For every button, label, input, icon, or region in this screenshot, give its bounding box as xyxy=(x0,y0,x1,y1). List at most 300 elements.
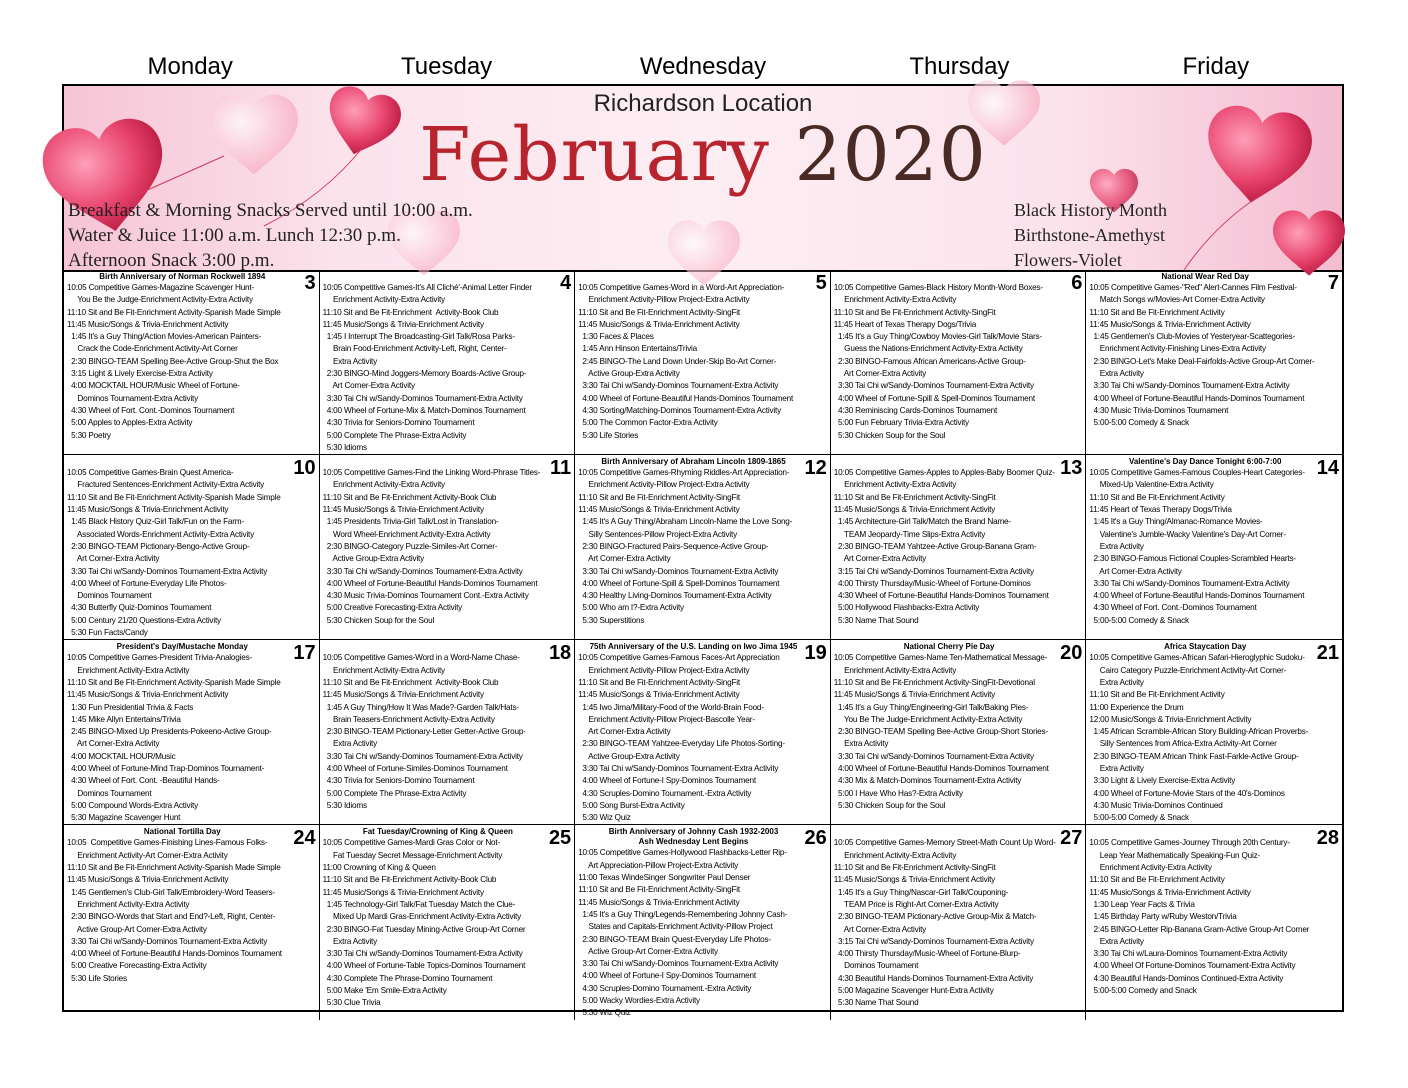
activity-item: 11:45 Music/Songs & Trivia-Enrichment Activity xyxy=(578,505,740,515)
activity-item: 11:45 Music/Songs & Trivia-Enrichment Activity xyxy=(67,690,229,700)
activity-item: 11:10 Sit and Be Fit-Enrichment Activity-Book Club xyxy=(322,875,497,885)
activity-item: 4:30 Mix & Match-Dominos Tournament-Extra Activity xyxy=(833,776,1022,786)
activity-item: 3:30 Tai Chi w/Sandy-Dominos Tournament-Extra Activity xyxy=(322,949,523,959)
activity-item: Extra Activity xyxy=(833,739,889,749)
day-cell xyxy=(64,455,320,640)
activity-item: Enrichment Activity-Art Corner-Extra Activity xyxy=(67,850,228,860)
activity-item: 2:45 BINGO-Mixed Up Presidents-Pokeeno-Active Group- xyxy=(67,727,272,737)
activity-item: 10:05 Competitive Games-Apples to Apples-Baby Boomer Quiz- xyxy=(833,468,1055,478)
month-banner xyxy=(64,86,1342,272)
activity-item: 5:00-5:00 Comedy and Snack xyxy=(1089,986,1197,996)
activity-item: 11:45 Music/Songs & Trivia-Enrichment Activity xyxy=(322,505,484,515)
activity-item: 4:30 Beautiful Hands-Dominos Tournament-Extra Activity xyxy=(833,973,1034,983)
activity-item: Crack the Code-Enrichment Activity-Art Corner xyxy=(67,344,238,354)
day-cell xyxy=(64,270,320,455)
activity-item: 5:00 Compound Words-Extra Activity xyxy=(67,800,198,810)
day-number: 17 xyxy=(293,642,316,665)
activity-item: 3:30 Tai Chi w/Sandy-Dominos Tournament-Extra Activity xyxy=(1089,381,1290,391)
activity-list xyxy=(831,652,1086,812)
activity-item: Active Group-Art Corner-Extra Activity xyxy=(67,924,207,934)
day-cell xyxy=(575,825,831,1019)
activity-item: 11:45 Music/Songs & Trivia-Enrichment Activity xyxy=(67,505,229,515)
weekday-header xyxy=(62,50,1344,84)
activity-item: 11:45 Music/Songs & Trivia-Enrichment Activity xyxy=(578,319,740,329)
activity-item: 11:10 Sit and Be Fit-Enrichment Activity xyxy=(1089,875,1225,885)
day-observance xyxy=(320,640,575,652)
activity-item: Art Corner-Extra Activity xyxy=(833,924,927,934)
day-cell xyxy=(575,270,831,455)
activity-item: Enrichment Activity-Extra Activity xyxy=(1089,863,1212,873)
activity-item: Match Songs w/Movies-Art Corner-Extra Activity xyxy=(1089,295,1265,305)
activity-item: 4:30 Butterfly Quiz-Dominos Tournament xyxy=(67,603,212,613)
activity-item: 11:10 Sit and Be Fit-Enrichment Activity-SingFit xyxy=(578,677,740,687)
activity-item: 5:00 Who am I?-Extra Activity xyxy=(578,603,684,613)
activity-item: 5:30 Idioms xyxy=(322,442,367,452)
activity-item: Enrichment Activity-Extra Activity xyxy=(833,480,957,490)
activity-item: 4:00 Wheel of Fortune-Spill & Spell-Dominos Tournament xyxy=(578,578,780,588)
activity-item: 4:00 Wheel of Fortune-Beautiful Hands-Dominos Tournament xyxy=(67,949,282,959)
activity-item: 3:30 Tai Chi w/Sandy-Dominos Tournament-Extra Activity xyxy=(578,763,779,773)
activity-item: 5:30 Chicken Soup for the Soul xyxy=(833,430,946,440)
activity-item: 5:30 Idioms xyxy=(322,800,367,810)
activity-item: 5:30 Name That Sound xyxy=(833,998,919,1008)
activity-item: 11:45 Music/Songs & Trivia-Enrichment Activity xyxy=(67,319,229,329)
activity-item: 5:30 Name That Sound xyxy=(833,615,919,625)
activity-item: 1:45 Technology-Girl Talk/Fat Tuesday Match the Clue- xyxy=(322,899,516,909)
activity-item: 2:30 BINGO-Fractured Pairs-Sequence-Active Group- xyxy=(578,541,769,551)
activity-item: Cairo Category Puzzle-Enrichment Activity-Art Corner- xyxy=(1089,665,1287,675)
month-title xyxy=(64,112,1342,198)
activity-item: 11:00 Texas WindeSinger Songwriter Paul Denser xyxy=(578,873,751,883)
day-number: 28 xyxy=(1316,827,1339,850)
activity-item: 1:45 Gentlemen's Club-Movies of Yesteryear-Scattegories- xyxy=(1089,332,1296,342)
activity-item: 11:10 Sit and Be Fit-Enrichment Activity-SingFit xyxy=(578,307,740,317)
activity-item: 10:05 Competitive Games-African Safari-Hieroglyphic Sudoku- xyxy=(1089,653,1305,663)
activity-item: 4:30 Wheel of Fort. Cont.-Dominos Tournament xyxy=(67,405,235,415)
activity-item: Silly Sentences from Africa-Extra Activity-Art Corner xyxy=(1089,739,1277,749)
activity-item: 10:05 Competitive Games-Famous Faces-Art Appreciation xyxy=(578,653,780,663)
activity-item: Dominos Tournament xyxy=(67,788,152,798)
activity-item: 10:05 Competitive Games-Name Ten-Mathematical Message- xyxy=(833,653,1048,663)
day-observance: President's Day/Mustache Monday xyxy=(116,642,248,652)
activity-item: You Be the Judge-Enrichment Activity-Extra Activity xyxy=(67,295,253,305)
activity-item: 4:00 Wheel of Fortune-Beautiful Hands-Dominos Tournament xyxy=(1089,393,1305,403)
month-name: February xyxy=(419,112,770,198)
activity-list xyxy=(320,652,575,812)
activity-item: 2:30 BINGO-Famous African Americans-Active Group- xyxy=(833,356,1026,366)
activity-item: 5:00 Magazine Scavenger Hunt-Extra Activity xyxy=(833,986,994,996)
activity-item: 10:05 Competitive Games-Magazine Scavenger Hunt- xyxy=(67,283,254,292)
day-cell xyxy=(831,455,1087,640)
day-observance xyxy=(575,270,830,282)
activity-item: 4:30 Music Trivia-Dominos Tournament xyxy=(1089,405,1229,415)
activity-item: 4:30 Beautiful Hands-Dominos Continued-Extra Activity xyxy=(1089,973,1284,983)
activity-item: Leap Year Mathematically Speaking-Fun Quiz- xyxy=(1089,850,1261,860)
activity-item: Enrichment Activity-Extra Activity xyxy=(67,899,190,909)
activity-item: Art Corner-Extra Activity xyxy=(1089,566,1182,576)
activity-item: 11:10 Sit and Be Fit-Enrichment Activity-Spanish Made Simple xyxy=(67,677,281,687)
activity-item: 4:00 Wheel of Fortune-Beautiful Hands-Dominos Tournament xyxy=(1089,591,1305,601)
day-cell xyxy=(1086,825,1342,1019)
day-observance: Fat Tuesday/Crowning of King & Queen xyxy=(362,827,513,837)
fact-line: Birthstone-Amethyst xyxy=(1014,225,1165,245)
day-number: 24 xyxy=(293,827,316,850)
activity-item: Enrichment Activity-Extra Activity xyxy=(833,850,957,860)
activity-item: 11:45 Music/Songs & Trivia-Enrichment Activity xyxy=(578,897,740,907)
activity-item: 4:00 Wheel of Fortune-Spill & Spell-Dominos Tournament xyxy=(833,393,1035,403)
activity-item: 10:05 Competitive Games-Hollywood Flashbacks-Letter Rip- xyxy=(578,848,787,858)
day-cell xyxy=(320,825,576,1019)
day-observance xyxy=(831,825,1086,837)
activity-item: 1:45 It's a Guy Thing/Legends-Remembering Johnny Cash- xyxy=(578,909,788,919)
activity-item: 2:30 BINGO-TEAM African Think Fast-Farkle-Active Group- xyxy=(1089,751,1299,761)
activity-item: 2:30 BINGO-TEAM Yahtzee-Active Group-Banana Gram- xyxy=(833,541,1037,551)
activity-list xyxy=(575,282,830,442)
day-cell xyxy=(831,640,1087,825)
activity-item: Enrichment Activity-Pillow Project-Extra Activity xyxy=(578,295,750,305)
activity-item: 5:00 Creative Forecasting-Extra Activity xyxy=(67,961,207,971)
fact-line: Flowers-Violet xyxy=(1014,250,1122,270)
activity-item: Fractured Sentences-Enrichment Activity-Extra Activity xyxy=(67,480,265,490)
activity-item: 11:10 Sit and Be Fit-Enrichment Activity-Spanish Made Simple xyxy=(67,863,281,873)
activity-item: Dominos Tournament xyxy=(833,961,919,971)
day-number: 12 xyxy=(804,457,827,480)
activity-item: 2:30 BINGO-TEAM Spelling Bee-Active Group-Shut the Box xyxy=(67,356,279,366)
activity-item: 1:45 Black History Quiz-Girl Talk/Fun on the Farm- xyxy=(67,517,244,527)
day-number: 11 xyxy=(550,457,572,480)
activity-item: Fat Tuesday Secret Message-Enrichment Activity xyxy=(322,850,503,860)
day-observance xyxy=(64,455,319,467)
activity-item: 5:30 Chicken Soup for the Soul xyxy=(322,615,435,625)
activity-list xyxy=(575,847,830,1019)
activity-item: Art Appreciation-Pillow Project-Extra Activity xyxy=(578,860,739,870)
activity-item: 10:05 Competitive Games-Rhyming Riddles-Art Appreciation- xyxy=(578,468,790,478)
activity-item: Active Group-Extra Activity xyxy=(578,751,680,761)
activity-item: 11:45 Music/Songs & Trivia-Enrichment Activity xyxy=(833,505,996,515)
activity-item: Dominos Tournament xyxy=(67,591,152,601)
activity-item: 4:30 Trivia for Seniors-Domino Tournament xyxy=(322,418,475,428)
day-observance xyxy=(831,270,1086,282)
activity-item: 1:45 African Scramble-African Story Building-African Proverbs- xyxy=(1089,727,1309,737)
activity-item: Art Corner-Extra Activity xyxy=(833,369,927,379)
activity-item: 1:45 Gentlemen's Club-Girl Talk/Embroidery-Word Teasers- xyxy=(67,887,275,897)
activity-item: 5:00-5:00 Comedy & Snack xyxy=(1089,615,1189,625)
activity-item: 1:45 It's a Guy Thing/Engineering-Girl Talk/Baking Pies- xyxy=(833,702,1029,712)
activity-item: 1:45 A Guy Thing/How It Was Made?-Garden Talk/Hats- xyxy=(322,702,519,712)
day-cell xyxy=(64,640,320,825)
day-observance: Africa Staycation Day xyxy=(1164,642,1247,652)
activity-item: 3:15 Tai Chi w/Sandy-Dominos Tournament-Extra Activity xyxy=(833,566,1034,576)
activity-item: 11:10 Sit and Be Fit-Enrichment Activity-Spanish Made Simple xyxy=(67,492,281,502)
activity-item: 4:00 Wheel of Fortune-Mix & Match-Dominos Tournament xyxy=(322,405,526,415)
activity-item: 3:30 Tai Chi w/Sandy-Dominos Tournament-Extra Activity xyxy=(578,381,779,391)
activity-list xyxy=(320,837,575,1009)
activity-item: 4:30 Complete The Phrase-Domino Tournament xyxy=(322,973,493,983)
activity-item: Extra Activity xyxy=(322,739,378,749)
activity-item: 4:30 Wheel of Fortune-Beautiful Hands-Dominos Tournament xyxy=(833,591,1049,601)
activity-item: 2:30 BINGO-Category Puzzle-Similes-Art Corner- xyxy=(322,541,498,551)
activity-list xyxy=(1086,282,1342,430)
heart-icon xyxy=(1273,210,1345,275)
activity-item: 5:00 Century 21/20 Questions-Extra Activity xyxy=(67,615,221,625)
activity-item: 11:10 Sit and Be Fit-Enrichment Activity xyxy=(1089,690,1225,700)
activity-item: 5:00 Complete The Phrase-Extra Activity xyxy=(322,788,467,798)
location-title: Richardson Location xyxy=(593,90,813,117)
activity-item: 4:30 Scruples-Domino Tournament.-Extra Activity xyxy=(578,983,752,993)
meal-line: Water & Juice 11:00 a.m. Lunch 12:30 p.m. xyxy=(68,225,401,246)
activity-item: Guess the Nations-Enrichment Activity-Extra Activity xyxy=(833,344,1023,354)
day-cell xyxy=(320,455,576,640)
activity-item: 10:05 Competitive Games-Word in a Word-Art Appreciation- xyxy=(578,283,785,292)
calendar-grid xyxy=(64,270,1342,1018)
activity-item: Active Group-Extra Activity xyxy=(578,369,680,379)
activity-item: 2:30 BINGO-Famous Fictional Couples-Scrambled Hearts- xyxy=(1089,554,1296,564)
day-number: 3 xyxy=(304,272,316,294)
activity-item: Extra Activity xyxy=(1089,936,1144,946)
activity-item: 11:45 Heart of Texas Therapy Dogs/Trivia xyxy=(1089,505,1232,515)
activity-item: Enrichment Activity-Extra Activity xyxy=(322,665,445,675)
day-cell xyxy=(831,270,1087,455)
activity-item: Active Group-Extra Activity xyxy=(322,554,425,564)
activity-item: 3:30 Tai Chi w/Sandy-Dominos Tournament-Extra Activity xyxy=(67,566,268,576)
activity-item: 3:30 Tai Chi w/Sandy-Dominos Tournament-Extra Activity xyxy=(1089,578,1290,588)
activity-item: Extra Activity xyxy=(1089,677,1144,687)
activity-item: 10:05 Competitive Games-Brain Quest America- xyxy=(67,468,234,478)
activity-item: 5:00 Fun February Trivia-Extra Activity xyxy=(833,418,969,428)
activity-item: Art Corner-Extra Activity xyxy=(578,727,671,737)
activity-item: 2:30 BINGO-TEAM Spelling Bee-Active Group-Short Stories- xyxy=(833,727,1048,737)
day-cell xyxy=(575,640,831,825)
activity-item: 3:15 Tai Chi w/Sandy-Dominos Tournament-Extra Activity xyxy=(833,936,1034,946)
activity-item: 1:45 It's a Guy Thing/Action Movies-American Painters- xyxy=(67,332,262,342)
activity-item: 2:45 BINGO-Letter Rip-Banana Gram-Active Group-Art Corner xyxy=(1089,924,1310,934)
activity-item: Enrichment Activity-Extra Activity xyxy=(833,665,957,675)
activity-item: 5:30 Chicken Soup for the Soul xyxy=(833,800,946,810)
day-number: 4 xyxy=(560,272,572,294)
activity-item: 4:30 Healthy Living-Dominos Tournament-Extra Activity xyxy=(578,591,772,601)
day-number: 6 xyxy=(1071,272,1083,294)
activity-list xyxy=(575,652,830,824)
activity-item: 11:45 Music/Songs & Trivia-Enrichment Activity xyxy=(322,690,484,700)
activity-list xyxy=(831,467,1086,627)
activity-item: 5:30 Wiz Quiz xyxy=(578,813,631,823)
activity-item: Enrichment Activity-Pillow Project-Extra Activity xyxy=(578,665,750,675)
activity-item: 4:30 Wheel of Fort. Cont. -Beautiful Hands- xyxy=(67,776,220,786)
activity-item: 4:00 Wheel of Fortune-Movie Stars of the 40's-Dominos xyxy=(1089,788,1285,798)
activity-item: 10:05 Competitive Games-President Trivia-Analogies- xyxy=(67,653,253,663)
activity-item: 5:00-5:00 Comedy & Snack xyxy=(1089,418,1189,428)
activity-item: Enrichment Activity-Extra Activity xyxy=(67,665,190,675)
activity-item: 5:30 Clue Trivia xyxy=(322,998,381,1008)
activity-list xyxy=(831,837,1086,1009)
activity-item: 11:00 Experience the Drum xyxy=(1089,702,1184,712)
activity-item: 5:00 I Have Who Has?-Extra Activity xyxy=(833,788,963,798)
day-observance: Birth Anniversary of Norman Rockwell 1894 xyxy=(99,272,266,281)
activity-item: 10:05 Competitive Games-Famous Couples-Heart Categories- xyxy=(1089,468,1305,478)
activity-item: 10:05 Competitive Games-Mardi Gras Color or Not- xyxy=(322,838,501,848)
activity-item: 11:10 Sit and Be Fit-Enrichment Activity-Book Club xyxy=(322,677,499,687)
activity-item: 3:30 Tai Chi w/Sandy-Dominos Tournament-Extra Activity xyxy=(578,959,779,969)
activity-item: 2:30 BINGO-Fat Tuesday Mining-Active Group-Art Corner xyxy=(322,924,526,934)
activity-item: 1:45 Presidents Trivia-Girl Talk/Lost in Translation- xyxy=(322,517,499,527)
day-observance: Birth Anniversary of Abraham Lincoln 1809-1865 xyxy=(601,457,786,467)
meal-line: Afternoon Snack 3:00 p.m. xyxy=(68,250,275,271)
activity-item: 5:30 Magazine Scavenger Hunt xyxy=(67,813,181,823)
activity-item: 11:10 Sit and Be Fit-Enrichment Activity-SingFit xyxy=(578,885,740,895)
activity-item: Art Corner-Extra Activity xyxy=(322,381,415,391)
activity-item: 11:10 Sit and Be Fit-Enrichment Activity-SingFit-Devotional xyxy=(833,677,1035,687)
activity-item: 1:45 I Interrupt The Broadcasting-Girl Talk/Rosa Parks- xyxy=(322,332,515,342)
day-cell xyxy=(64,825,320,1019)
day-observance: National Cherry Pie Day xyxy=(903,642,995,652)
activity-item: Enrichment Activity-Pillow Project-Bascolle Year- xyxy=(578,714,755,724)
activity-item: 4:30 Music Trivia-Dominos Continued xyxy=(1089,800,1223,810)
activity-item: Brain Food-Enrichment Activity-Left, Right, Center- xyxy=(322,344,507,354)
day-cell xyxy=(320,270,576,455)
day-cell xyxy=(1086,455,1342,640)
day-observance: National Wear Red Day xyxy=(1161,272,1249,281)
activity-item: Extra Activity xyxy=(1089,369,1144,379)
activity-item: 4:30 Music Trivia-Dominos Tournament Cont.-Extra Activity xyxy=(322,591,529,601)
activity-item: 1:45 It's a Guy Thing/Cowboy Movies-Girl Talk/Movie Stars- xyxy=(833,332,1042,342)
activity-item: 4:00 MOCKTAIL HOUR/Music Wheel of Fortune- xyxy=(67,381,240,391)
activity-item: 11:10 Sit and Be Fit-Enrichment Activity-SingFit xyxy=(578,492,740,502)
activity-item: 5:00 Complete The Phrase-Extra Activity xyxy=(322,430,467,440)
activity-item: 11:45 Music/Songs & Trivia-Enrichment Activity xyxy=(322,887,484,897)
activity-item: 2:30 BINGO-Mind Joggers-Memory Boards-Active Group- xyxy=(322,369,527,379)
weekday-label: Tuesday xyxy=(401,53,493,80)
day-cell xyxy=(831,825,1087,1019)
day-number: 20 xyxy=(1060,642,1083,665)
day-cell xyxy=(1086,640,1342,825)
meal-times xyxy=(68,198,473,273)
activity-item: 3:15 Light & Lively Exercise-Extra Activity xyxy=(67,369,213,379)
activity-item: 2:30 BINGO-TEAM Pictionary-Bengo-Active Group- xyxy=(67,541,250,551)
activity-list xyxy=(575,467,830,627)
activity-list xyxy=(64,467,319,639)
month-facts xyxy=(1014,198,1167,273)
day-cell xyxy=(320,640,576,825)
activity-item: 3:30 Tai Chi w/Sandy-Dominos Tournament-Extra Activity xyxy=(833,381,1034,391)
activity-item: 2:30 BINGO-TEAM Pictionary-Active Group-Mix & Match- xyxy=(833,912,1037,922)
activity-item: 5:00 Hollywood Flashbacks-Extra Activity xyxy=(833,603,980,613)
activity-item: You Be The Judge-Enrichment Activity-Extra Activity xyxy=(833,714,1023,724)
activity-item: 5:30 Fun Facts/Candy xyxy=(67,628,148,638)
activity-item: 4:00 Wheel of Fortune-Beautiful Hands-Dominos Tournament xyxy=(322,578,538,588)
activity-item: 4:00 MOCKTAIL HOUR/Music xyxy=(67,751,176,761)
activity-item: 10:05 Competitive Games-It's All Cliché'-Animal Letter Finder xyxy=(322,283,532,292)
activity-item: Mixed-Up Valentine-Extra Activity xyxy=(1089,480,1214,490)
activity-item: 3:30 Tai Chi w/Sandy-Dominos Tournament-Extra Activity xyxy=(67,936,268,946)
activity-item: 2:45 BINGO-The Land Down Under-Skip Bo-Art Corner- xyxy=(578,356,777,366)
activity-item: Enrichment Activity-Pillow Project-Extra Activity xyxy=(578,480,750,490)
activity-item: 11:45 Music/Songs & Trivia-Enrichment Activity xyxy=(322,319,484,329)
activity-item: 10:05 Competitive Games-"Red" Alert-Cannes Film Festival- xyxy=(1089,283,1297,292)
activity-item: 12:00 Music/Songs & Trivia-Enrichment Activity xyxy=(1089,714,1252,724)
activity-item: 4:00 Wheel of Fortune-Mind Trap-Dominos Tournament- xyxy=(67,763,265,773)
day-observance: Valentine's Day Dance Tonight 6:00-7:00 xyxy=(1128,457,1282,467)
activity-item: 4:00 Thirsty Thursday/Music-Wheel of Fortune-Blurp- xyxy=(833,949,1021,959)
activity-item: 11:45 Music/Songs & Trivia-Enrichment Activity xyxy=(1089,887,1251,897)
weekday-label: Thursday xyxy=(909,53,1010,80)
activity-item: 1:45 It's a Guy Thing/Almanac-Romance Movies- xyxy=(1089,517,1263,527)
activity-list xyxy=(1086,652,1342,824)
activity-item: 11:45 Music/Songs & Trivia-Enrichment Activity xyxy=(67,875,229,885)
meal-line: Breakfast & Morning Snacks Served until 10:00 a.m. xyxy=(68,200,473,221)
activity-item: 1:45 Architecture-Girl Talk/Match the Brand Name- xyxy=(833,517,1011,527)
activity-item: TEAM Jeopardy-Time Slips-Extra Activity xyxy=(833,529,986,539)
day-observance: Birth Anniversary of Johnny Cash 1932-2003 Ash Wednesday Lent Begins xyxy=(608,827,779,847)
day-number: 10 xyxy=(293,457,316,480)
day-number: 18 xyxy=(548,642,572,665)
activity-item: 4:00 Thirsty Thursday/Music-Wheel of Fortune-Dominos xyxy=(833,578,1031,588)
activity-item: 5:30 Life Stories xyxy=(67,973,127,983)
activity-item: 5:00 Apples to Apples-Extra Activity xyxy=(67,418,193,428)
activity-list xyxy=(320,467,575,627)
activity-item: 11:10 Sit and Be Fit-Enrichment Activity-Book Club xyxy=(322,307,499,317)
activity-item: 4:00 Wheel of Fortune-Similes-Dominos Tournament xyxy=(322,763,508,773)
activity-item: 10:05 Competitive Games-Journey Through 20th Century- xyxy=(1089,838,1290,848)
day-number: 19 xyxy=(804,642,827,665)
activity-item: 5:00 The Common Factor-Extra Activity xyxy=(578,418,718,428)
day-number: 5 xyxy=(815,272,827,294)
activity-item: Art Corner-Extra Activity xyxy=(67,739,160,749)
activity-item: 1:45 It's a Guy Thing/Nascar-Girl Talk/Couponing- xyxy=(833,887,1009,897)
activity-item: 10:05 Competitive Games-Black History Month-Word Boxes- xyxy=(833,283,1043,292)
activity-list xyxy=(1086,467,1342,627)
activity-list xyxy=(320,282,575,454)
activity-list xyxy=(64,837,319,985)
activity-item: 4:30 Sorting/Matching-Dominos Tournament-Extra Activity xyxy=(578,405,781,415)
activity-item: 11:10 Sit and Be Fit-Enrichment Activity-SingFit xyxy=(833,307,996,317)
activity-item: 1:45 Mike Allyn Entertains/Trivia xyxy=(67,714,181,724)
day-number: 21 xyxy=(1316,642,1339,665)
activity-item: 2:30 BINGO-TEAM Brain Quest-Everyday Life Photos- xyxy=(578,934,771,944)
day-observance: National Tortilla Day xyxy=(143,827,221,837)
activity-item: 11:10 Sit and Be Fit-Enrichment Activity-Book Club xyxy=(322,492,497,502)
activity-item: 1:30 Fun Presidential Trivia & Facts xyxy=(67,702,194,712)
activity-item: 3:30 Tai Chi w/Sandy-Dominos Tournament-Extra Activity xyxy=(322,393,523,403)
activity-item: 11:45 Heart of Texas Therapy Dogs/Trivia xyxy=(833,319,977,329)
activity-item: 2:30 BINGO-TEAM Yahtzee-Everyday Life Photos-Sorting- xyxy=(578,739,785,749)
activity-item: 1:30 Leap Year Facts & Trivia xyxy=(1089,899,1195,909)
activity-item: Art Corner-Extra Activity xyxy=(578,554,671,564)
day-number: 27 xyxy=(1060,827,1083,850)
activity-item: Extra Activity xyxy=(322,936,378,946)
day-observance xyxy=(320,270,575,282)
day-number: 7 xyxy=(1327,272,1339,294)
weekday-label: Wednesday xyxy=(639,53,767,80)
activity-item: 11:10 Sit and Be Fit-Enrichment Activity-SingFit xyxy=(833,863,996,873)
activity-item: 11:00 Crowning of King & Queen xyxy=(322,863,436,873)
activity-item: 5:00 Song Burst-Extra Activity xyxy=(578,800,685,810)
activity-item: Dominos Tournament-Extra Activity xyxy=(67,393,199,403)
activity-item: 1:45 It's A Guy Thing/Abraham Lincoln-Name the Love Song- xyxy=(578,517,793,527)
activity-item: 11:10 Sit and Be Fit-Enrichment Activity-SingFit xyxy=(833,492,996,502)
activity-item: 4:00 Wheel Of Fortune-Dominos Tournament-Extra Activity xyxy=(1089,961,1296,971)
activity-item: 4:00 Wheel of Fortune-Beautiful Hands-Dominos Tournament xyxy=(833,763,1049,773)
activity-item: Enrichment Activity-Extra Activity xyxy=(322,295,445,305)
activity-item: 4:30 Reminiscing Cards-Dominos Tournament xyxy=(833,405,998,415)
activity-item: 4:00 Wheel of Fortune-Beautiful Hands-Dominos Tournament xyxy=(578,393,794,403)
activity-item: 1:45 Iwo Jima/Military-Food of the World-Brain Food- xyxy=(578,702,764,712)
day-number: 25 xyxy=(548,827,572,850)
day-cell xyxy=(1086,270,1342,455)
activity-item: 4:30 Wheel of Fort. Cont.-Dominos Tournament xyxy=(1089,603,1257,613)
day-number: 26 xyxy=(804,827,827,850)
activity-item: 10:05 Competitive Games-Finishing Lines-Famous Folks- xyxy=(67,838,268,848)
activity-item: 5:00 Wacky Wordies-Extra Activity xyxy=(578,996,700,1006)
